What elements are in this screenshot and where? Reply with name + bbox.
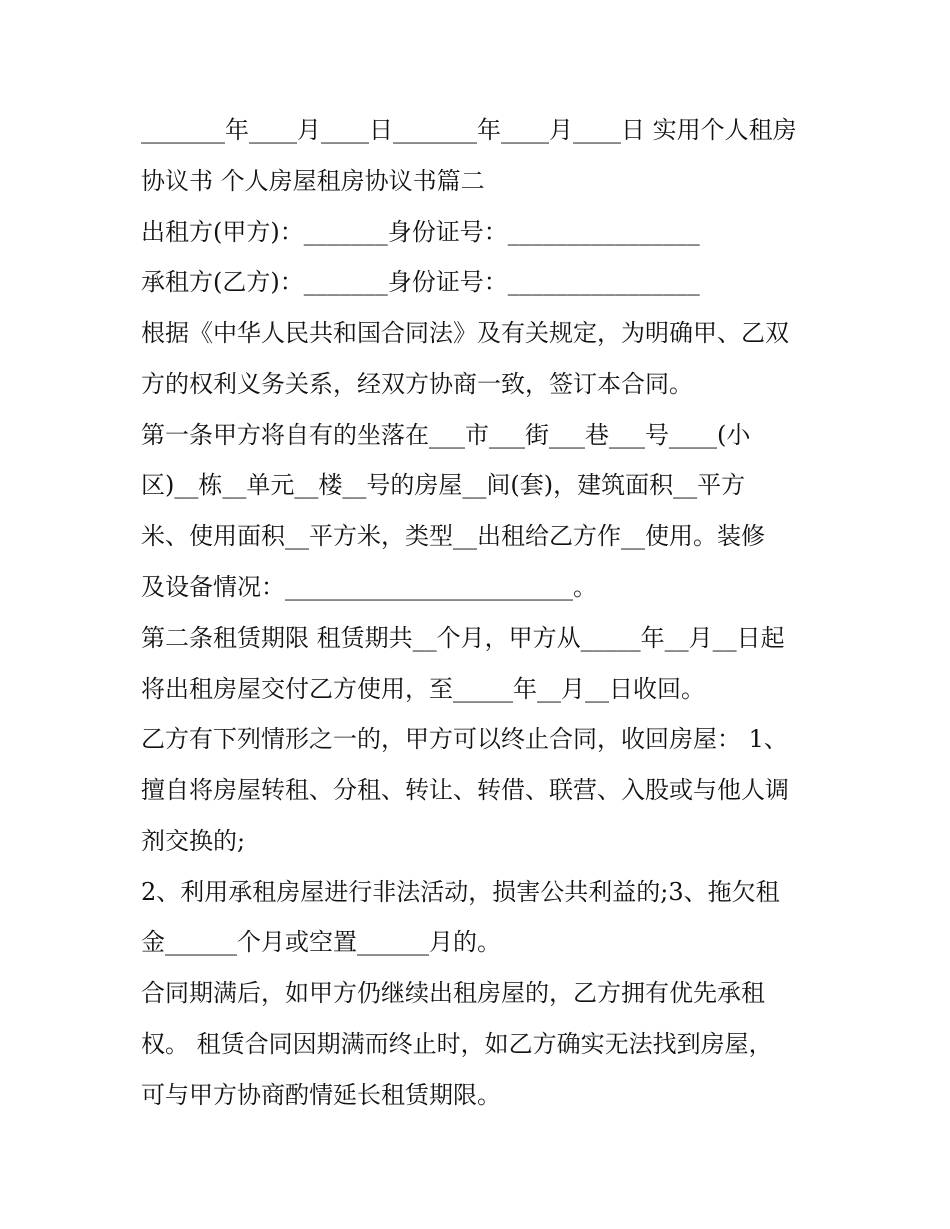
text-line-article1-1: 第一条甲方将自有的坐落在___市___街___巷___号____(小 — [141, 421, 751, 449]
text-line-termination-1: 乙方有下列情形之一的，甲方可以终止合同，收回房屋： 1、 — [141, 725, 788, 753]
text-line-termination-5: 金______个月或空置______月的。 — [141, 928, 501, 956]
text-line-renewal-2: 权。 租赁合同因期满而终止时，如乙方确实无法找到房屋， — [141, 1030, 773, 1058]
text-line-article1-4: 及设备情况：________________________。 — [141, 573, 597, 601]
text-line-preamble-1: 根据《中华人民共和国合同法》及有关规定，为明确甲、乙双 — [141, 319, 789, 347]
text-line-title-continued: 协议书 个人房屋租房协议书篇二 — [141, 167, 485, 195]
text-line-renewal-3: 可与甲方协商酌情延长租赁期限。 — [141, 1081, 501, 1109]
text-line-article1-2: 区)__栋__单元__楼__号的房屋__间(套)，建筑面积__平方 — [141, 471, 746, 499]
text-line-termination-3: 剂交换的; — [141, 827, 246, 855]
text-line-termination-2: 擅自将房屋转租、分租、转让、转借、联营、入股或与他人调 — [141, 776, 789, 804]
text-line-termination-4: 2、利用承租房屋进行非法活动，损害公共利益的;3、拖欠租 — [141, 878, 780, 906]
text-line-lessee: 承租方(乙方)：_______身份证号：________________ — [141, 268, 700, 296]
text-line-article1-3: 米、使用面积__平方米，类型__出租给乙方作__使用。装修 — [141, 522, 765, 550]
text-line-article2-2: 将出租房屋交付乙方使用，至_____年__月__日收回。 — [141, 675, 705, 703]
text-line-preamble-2: 方的权利义务关系，经双方协商一致，签订本合同。 — [141, 370, 693, 398]
text-line-article2-1: 第二条租赁期限 租赁期共__个月，甲方从_____年__月__日起 — [141, 624, 785, 652]
text-line-renewal-1: 合同期满后，如甲方仍继续出租房屋的，乙方拥有优先承租 — [141, 979, 765, 1007]
text-line-lessor: 出租方(甲方)：_______身份证号：________________ — [141, 218, 700, 246]
text-line-date-title: _______年____月____日_______年____月____日 实用个人租房 — [141, 116, 797, 144]
